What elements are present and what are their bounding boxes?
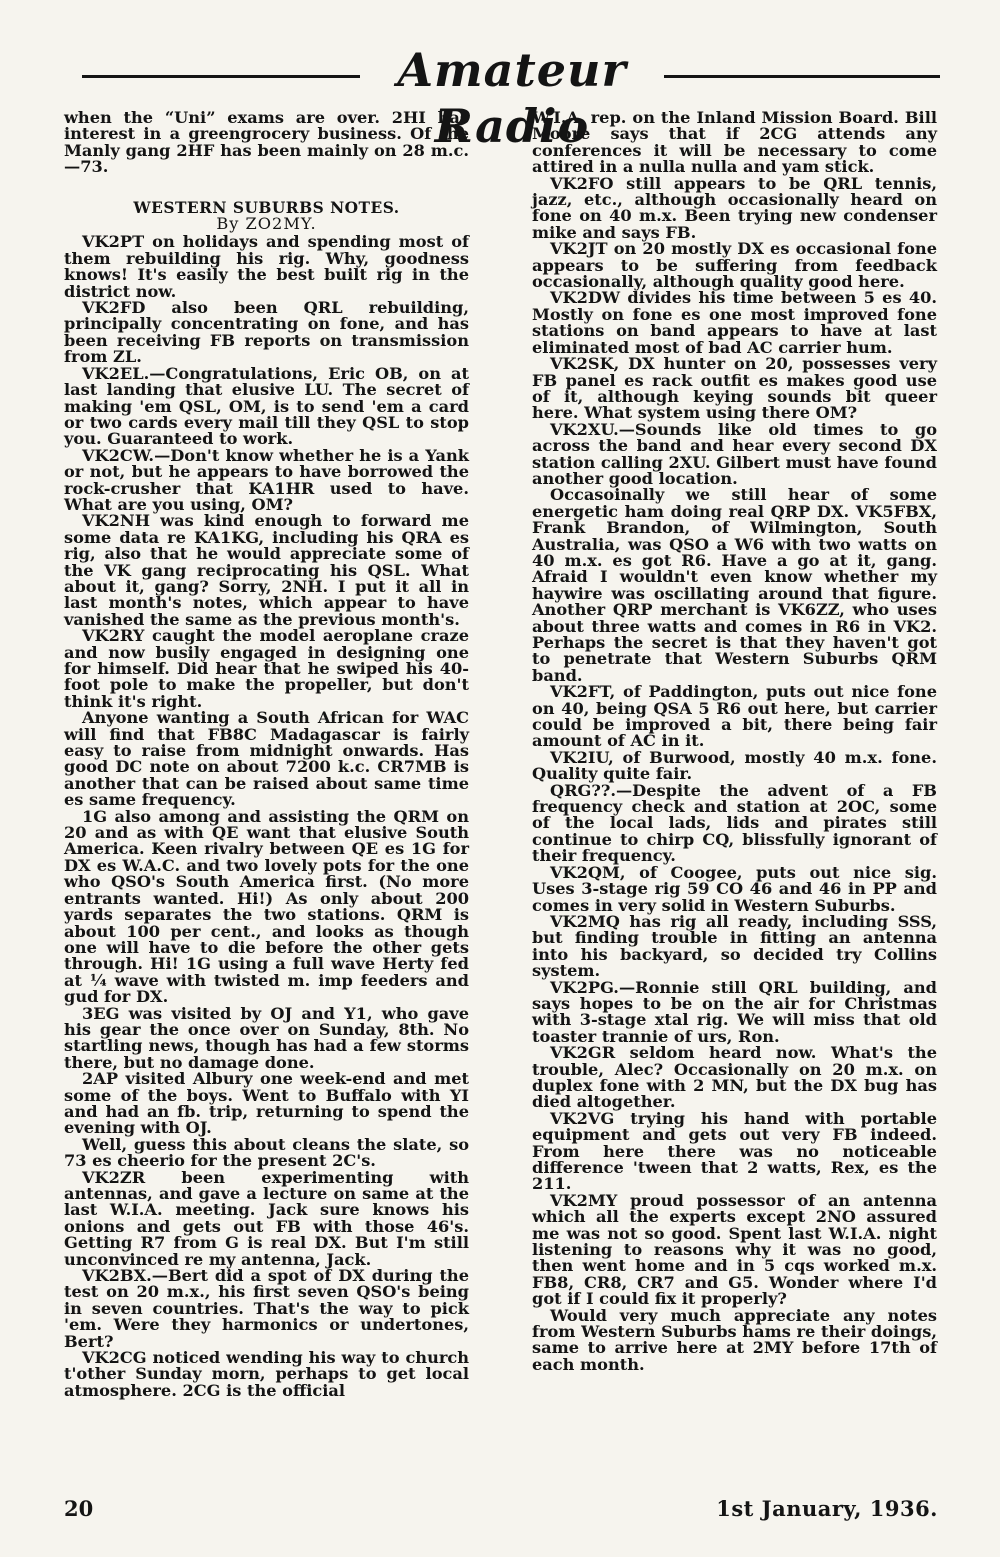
paragraph: 2AP visited Albury one week-end and met some of the boys. Went to Buffalo with YI and had an fb. trip, returning to spend the evening with OJ. xyxy=(64,1069,469,1138)
paragraph: VK2EL.—Congratulations, Eric OB, on at last landing that elusive LU. The secret of making 'em QSL, OM, is to send 'em a card or two cards every mail till they QSL to stop you. Guaranteed to work. xyxy=(64,363,469,449)
left-column xyxy=(64,110,469,1399)
paragraph: VK2CW.—Don't know whether he is a Yank or not, but he appears to have borrowed the rock-crusher that KA1HR used to have. What are you using, OM? xyxy=(64,445,469,514)
section-heading: WESTERN SUBURBS NOTES. xyxy=(133,198,400,217)
paragraph: VK2FT, of Paddington, puts out nice fone on 40, being QSA 5 R6 out here, but carrier could be improved a bit, there being fair amount of AC in it. xyxy=(532,682,937,751)
paragraph: VK2VG trying his hand with portable equipment and gets out very FB indeed. From here there was no noticeable difference 'tween that 2 watts, Rex, es the 211. xyxy=(532,1108,937,1194)
paragraph: Anyone wanting a South African for WAC will find that FB8C Madagascar is fairly easy to raise from midnight onwards. Has good DC note on about 7200 k.c. CR7MB is another that can be raised about same time es same frequency. xyxy=(64,708,469,810)
masthead-rule-left xyxy=(82,75,360,78)
masthead-title: Amateur Radio xyxy=(397,43,627,153)
paragraph: Occasoinally we still hear of some energetic ham doing real QRP DX. VK5FBX, Frank Brandon, of Wilmington, South Australia, was QSO a W6 with two watts on 40 m.x. es got R6. Have a go at it, gang. Afraid I wouldn't even know whether my haywire was oscillating around that figure. Another QRP merchant is VK6ZZ, who uses about three watts and comes in R6 in VK2. Perhaps the secret is that they haven't got to penetrate that Western Suburbs QRM band. xyxy=(532,485,937,685)
paragraph: VK2QM, of Coogee, puts out nice sig. Uses 3-stage rig 59 CO 46 and 46 in PP and comes in very solid in Western Suburbs. xyxy=(532,862,937,915)
paragraph: VK2RY caught the model aeroplane craze and now busily engaged in designing one for himself. Did hear that he swiped his 40-foot pole to make the propeller, but don't think it's right. xyxy=(64,626,469,711)
paragraph: VK2PT on holidays and spending most of them rebuilding his rig. Why, goodness knows! It's easily the best built rig in the district now. xyxy=(64,232,469,301)
masthead-rule-right xyxy=(664,75,940,78)
paragraph: Well, guess this about cleans the slate, so 73 es cheerio for the present 2C's. xyxy=(64,1134,469,1171)
paragraph: 3EG was visited by OJ and Y1, who gave his gear the once over on Sunday, 8th. No startling news, though has had a few storms there, but no damage done. xyxy=(64,1003,469,1072)
left-lead-in: when the “Uni” exams are over. 2HI has interest in a greengrocery business. Of the Manly gang 2HF has been mainly on 28 m.c.—73. xyxy=(64,108,469,177)
paragraph: VK2PG.—Ronnie still QRL building, and says hopes to be on the air for Christmas with 3-stage xtal rig. We will miss that old toaster trannie of urs, Ron. xyxy=(532,977,937,1046)
paragraph: VK2CG noticed wending his way to church t'other Sunday morn, perhaps to get local atmosphere. 2CG is the official xyxy=(64,1348,469,1400)
paragraph: VK2BX.—Bert did a spot of DX during the test on 20 m.x., his first seven QSO's being in seven countries. That's the way to pick 'em. Were they harmonics or undertones, Bert? xyxy=(64,1266,469,1351)
paragraph: VK2IU, of Burwood, mostly 40 m.x. fone. Quality quite fair. xyxy=(532,747,937,784)
issue-date: 1st January, 1936. xyxy=(716,1496,938,1521)
paragraph: VK2MY proud possessor of an antenna which all the experts except 2NO assured me was not so good. Spent last W.I.A. night listening to reasons why it was no good, then went home and in 5 cqs worked m.x. FB8, CR8, CR7 and G5. Wonder where I'd got if I could fix it properly? xyxy=(532,1190,937,1309)
right-column xyxy=(532,110,937,1373)
right-lead-in: W.I.A. rep. on the Inland Mission Board. Bill Moore says that if 2CG attends any conferences it will be necessary to come attired in a nulla nulla and yam stick. xyxy=(532,108,937,177)
paragraph: VK2DW divides his time between 5 es 40. Mostly on fone es one most improved fone stations on band appears to have at last eliminated most of bad AC carrier hum. xyxy=(532,288,937,357)
paragraph: VK2FO still appears to be QRL tennis, jazz, etc., although occasionally heard on fone on 40 m.x. Been trying new condenser mike and says FB. xyxy=(532,173,937,242)
paragraph: VK2NH was kind enough to forward me some data re KA1KG, including his QRA es rig, also that he would appreciate some of the VK gang reciprocating his QSL. What about it, gang? Sorry, 2NH. I put it all in last month's notes, which appear to have vanished the same as the previous month's. xyxy=(64,511,469,629)
paragraph: VK2XU.—Sounds like old times to go across the band and hear every second DX station calling 2XU. Gilbert must have found another good location. xyxy=(532,419,937,488)
paragraph: Would very much appreciate any notes from Western Suburbs hams re their doings, same to arrive here at 2MY before 17th of each month. xyxy=(532,1305,937,1374)
paragraph: VK2ZR been experimenting with antennas, and gave a lecture on same at the last W.I.A. meeting. Jack sure knows his onions and gets out FB with those 46's. Getting R7 from G is real DX. But I'm still unconvinced re my antenna, Jack. xyxy=(64,1167,469,1269)
paragraph: VK2MQ has rig all ready, including SSS, but finding trouble in fitting an antenna into his backyard, so decided try Collins system. xyxy=(532,911,937,981)
section-byline: By ZO2MY. xyxy=(216,214,317,234)
paragraph: VK2FD also been QRL rebuilding, principally concentrating on fone, and has been receiving FB reports on transmission from ZL. xyxy=(64,298,469,367)
paragraph: 1G also among and assisting the QRM on 20 and as with QE want that elusive South America. Keen rivalry between QE es 1G for DX es W.A.C. and two lovely pots for the one who QSO's South America first. (No more entrants wanted. Hi!) As only about 200 yards separates the two stations. QRM is about 100 per cent., and looks as though one will have to die before the other gets through. Hi! 1G using a full wave Herty fed at ¼ wave with twisted m. imp feeders and gud for DX. xyxy=(64,806,469,1007)
paragraph: VK2GR seldom heard now. What's the trouble, Alec? Occasionally on 20 m.x. on duplex fone with 2 MN, but the DX bug has died altogether. xyxy=(532,1043,937,1112)
paragraph: VK2SK, DX hunter on 20, possesses very FB panel es rack outfit es makes good use of it, although keying sounds bit queer here. What system using there OM? xyxy=(532,354,937,423)
paragraph: VK2JT on 20 mostly DX es occasional fone appears to be suffering from feedback occasionally, although quality good here. xyxy=(532,239,937,292)
page-number: 20 xyxy=(64,1496,94,1521)
paragraph: QRG??.—Despite the advent of a FB frequency check and station at 2OC, some of the local lads, lids and pirates still continue to chirp CQ, blissfully ignorant of their frequency. xyxy=(532,780,937,866)
